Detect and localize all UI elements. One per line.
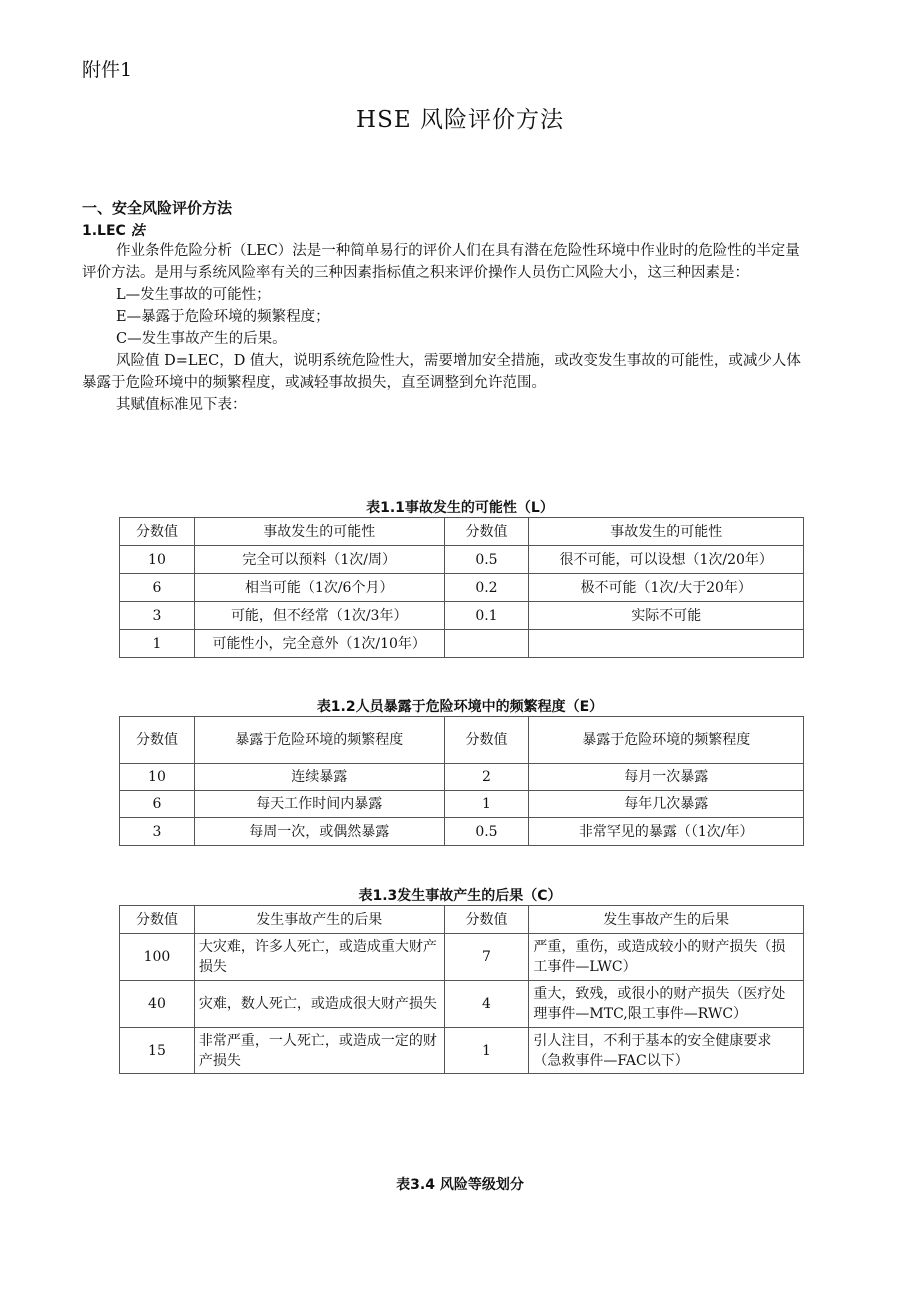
- description-cell: 严重，重伤，或造成较小的财产损失（损工事件—LWC）: [529, 934, 804, 981]
- header-cell: 分数值: [444, 906, 529, 934]
- document-title: HSE 风险评价方法: [356, 107, 564, 133]
- table-row: [120, 934, 804, 981]
- description-cell: 灾难，数人死亡，或造成很大财产损失: [194, 981, 444, 1028]
- score-cell: 0.1: [444, 602, 529, 630]
- description-cell: 极不可能（1次/大于20年）: [529, 574, 804, 602]
- header-cell: 暴露于危险环境的频繁程度: [194, 717, 444, 764]
- header-cell: 分数值: [120, 518, 195, 546]
- table-row: [120, 602, 804, 630]
- description-cell: 完全可以预料（1次/周）: [194, 546, 444, 574]
- table-header-row: [120, 518, 804, 546]
- description-cell: 大灾难，许多人死亡，或造成重大财产损失: [194, 934, 444, 981]
- description-cell: 非常罕见的暴露（（1次/年）: [529, 818, 804, 846]
- table4-caption: 表3.4 风险等级划分: [396, 1177, 524, 1193]
- consequence-table: [119, 905, 804, 1074]
- description-cell: 连续暴露: [194, 764, 444, 791]
- description-cell: 每年几次暴露: [529, 791, 804, 818]
- description-cell: 重大，致残，或很小的财产损失（医疗处理事件—MTC,限工事件—RWC）: [529, 981, 804, 1028]
- header-cell: 分数值: [444, 518, 529, 546]
- header-cell: 发生事故产生的后果: [529, 906, 804, 934]
- header-cell: 发生事故产生的后果: [194, 906, 444, 934]
- risk-value-paragraph: 风险值 D=LEC，D 值大，说明系统危险性大，需要增加安全措施，或改变发生事故的可能性，或减少人体暴露于危险环境中的频繁程度，或减轻事故损失，直至调整到允许范围。: [82, 353, 801, 391]
- table-header-row: [120, 717, 804, 764]
- score-cell: 1: [444, 791, 529, 818]
- table-row: [120, 630, 804, 658]
- section-heading: 一、安全风险评价方法: [82, 199, 233, 217]
- likelihood-table: [119, 517, 804, 658]
- header-cell: 分数值: [120, 906, 195, 934]
- table-header-row: [120, 906, 804, 934]
- score-cell: 0.2: [444, 574, 529, 602]
- description-cell: 每月一次暴露: [529, 764, 804, 791]
- header-cell: 暴露于危险环境的频繁程度: [529, 717, 804, 764]
- table-row: [120, 1028, 804, 1074]
- description-cell: 可能，但不经常（1次/3年）: [194, 602, 444, 630]
- score-cell: 7: [444, 934, 529, 981]
- description-cell: [529, 630, 804, 658]
- table-row: [120, 574, 804, 602]
- score-cell: 1: [444, 1028, 529, 1074]
- factor-c: C—发生事故产生的后果。: [116, 331, 287, 347]
- score-cell: 40: [120, 981, 195, 1028]
- description-cell: 每周一次，或偶然暴露: [194, 818, 444, 846]
- table-row: [120, 546, 804, 574]
- table3-caption: 表1.3发生事故产生的后果（C）: [358, 888, 562, 904]
- score-cell: 0.5: [444, 546, 529, 574]
- score-cell: 6: [120, 574, 195, 602]
- standard-note: 其赋值标准见下表：: [116, 397, 247, 413]
- factor-e: E—暴露于危险环境的频繁程度；: [116, 309, 330, 325]
- factor-l: L—发生事故的可能性；: [116, 287, 271, 303]
- score-cell: 3: [120, 818, 195, 846]
- header-cell: 事故发生的可能性: [194, 518, 444, 546]
- description-cell: 相当可能（1次/6个月）: [194, 574, 444, 602]
- annex-label: 附件1: [82, 59, 133, 81]
- intro-paragraph-block: [82, 240, 812, 416]
- header-cell: 分数值: [120, 717, 195, 764]
- score-cell: 4: [444, 981, 529, 1028]
- description-cell: 每天工作时间内暴露: [194, 791, 444, 818]
- intro-paragraph: 作业条件危险分析（LEC）法是一种简单易行的评价人们在具有潜在危险性环境中作业时的危险性的半定量评价方法。是用与系统风险率有关的三种因素指标值之积来评价操作人员伤亡风险大小，这三种因素是：: [82, 243, 800, 281]
- description-cell: 可能性小，完全意外（1次/10年）: [194, 630, 444, 658]
- score-cell: 1: [120, 630, 195, 658]
- score-cell: 15: [120, 1028, 195, 1074]
- table-row: [120, 764, 804, 791]
- table-row: [120, 818, 804, 846]
- score-cell: 10: [120, 764, 195, 791]
- exposure-table: [119, 716, 804, 846]
- subsection-number: 1.LEC: [82, 223, 131, 239]
- subsection-heading: [82, 220, 145, 240]
- score-cell: 3: [120, 602, 195, 630]
- header-cell: 事故发生的可能性: [529, 518, 804, 546]
- score-cell: 6: [120, 791, 195, 818]
- subsection-method: 法: [130, 223, 145, 239]
- description-cell: 非常严重，一人死亡，或造成一定的财产损失: [194, 1028, 444, 1074]
- table1-caption: 表1.1事故发生的可能性（L）: [366, 500, 554, 516]
- score-cell: 10: [120, 546, 195, 574]
- description-cell: 实际不可能: [529, 602, 804, 630]
- table-row: [120, 791, 804, 818]
- score-cell: 2: [444, 764, 529, 791]
- header-cell: 分数值: [444, 717, 529, 764]
- score-cell: 100: [120, 934, 195, 981]
- score-cell: [444, 630, 529, 658]
- description-cell: 很不可能，可以设想（1次/20年）: [529, 546, 804, 574]
- table2-caption: 表1.2人员暴露于危险环境中的频繁程度（E）: [316, 699, 604, 715]
- score-cell: 0.5: [444, 818, 529, 846]
- table-row: [120, 981, 804, 1028]
- description-cell: 引人注目，不利于基本的安全健康要求（急救事件—FAC以下）: [529, 1028, 804, 1074]
